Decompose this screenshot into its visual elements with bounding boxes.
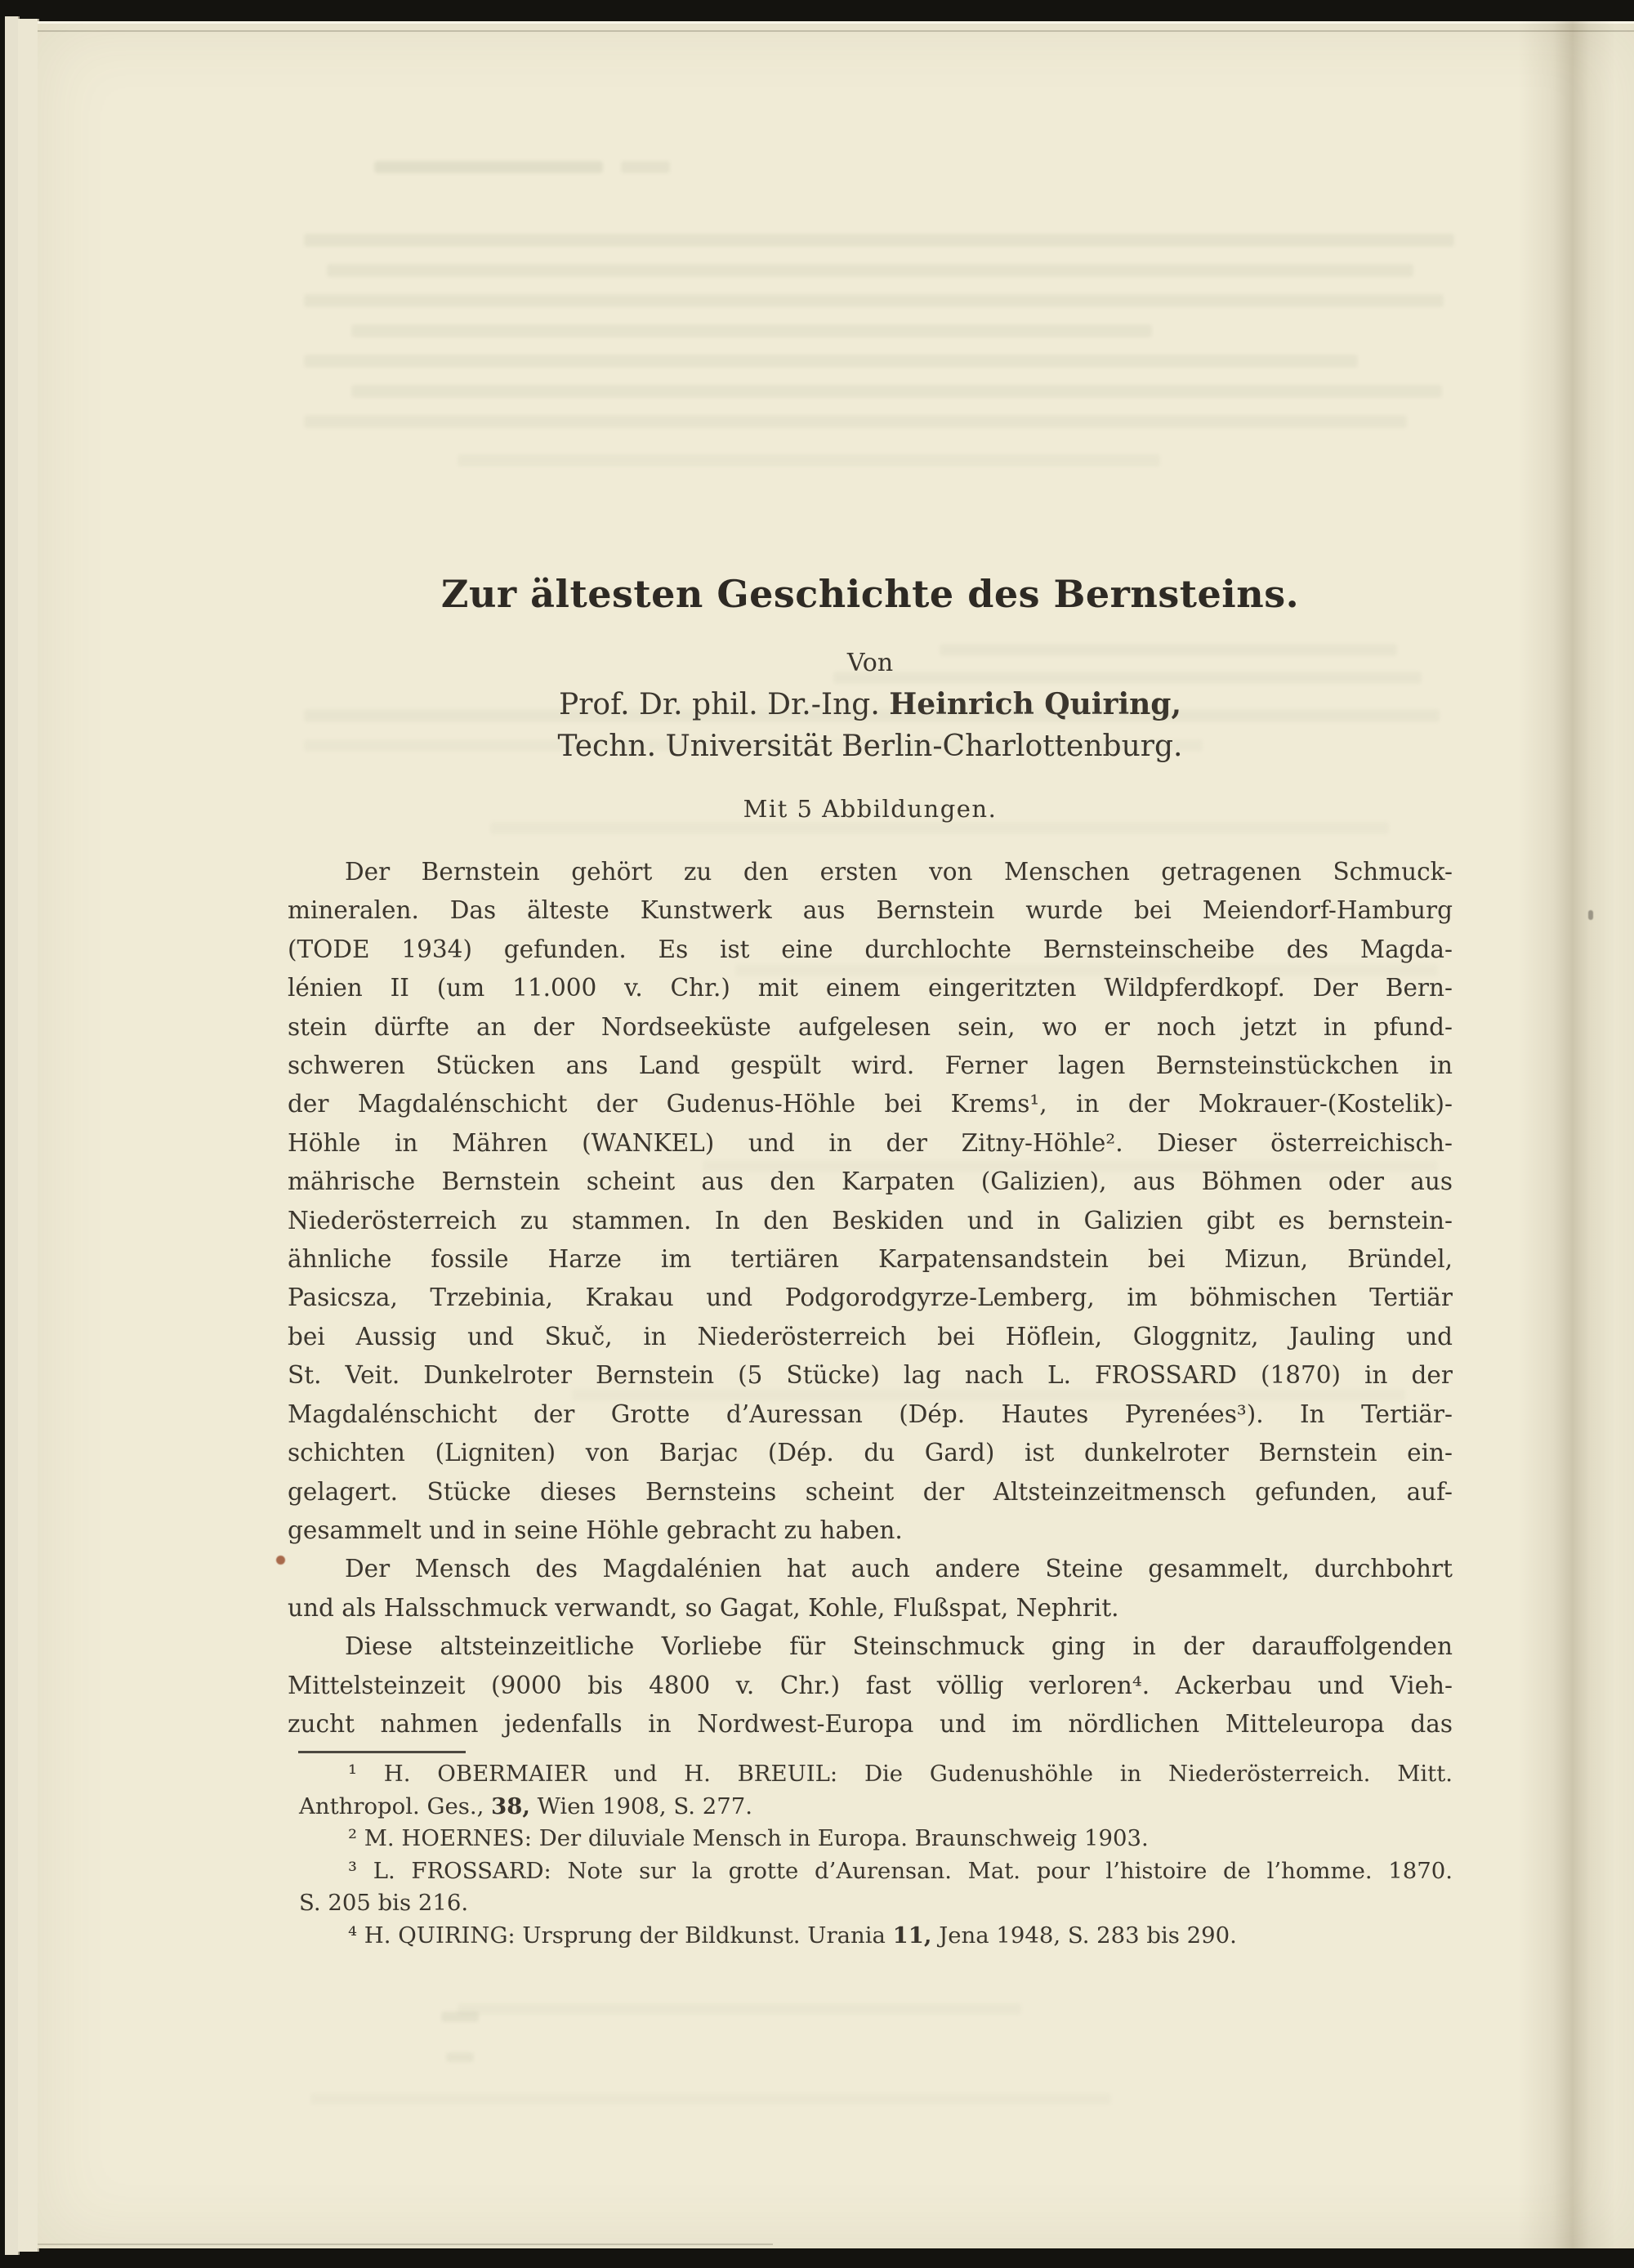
text-line: schichten (Ligniten) von Barjac (Dép. du Gard) ist dunkelroter Bernstein ein-	[288, 1439, 1453, 1467]
text-line: Der Mensch des Magdalénien hat auch andere Steine gesammelt, durchbohrt	[345, 1555, 1453, 1583]
bleedthrough-artifact	[310, 2093, 1111, 2105]
author-affiliation: Techn. Universität Berlin-Charlottenburg.	[557, 730, 1183, 763]
text-line: der Magdalénschicht der Gudenus-Höhle bei Krems¹, in der Mokrauer-(Kostelik)-	[288, 1090, 1453, 1118]
bleedthrough-artifact	[441, 2011, 479, 2022]
text-line: Magdalénschicht der Grotte d’Auressan (Dép. Hautes Pyrenées³). In Tertiär-	[288, 1400, 1453, 1428]
page-edge-line	[38, 2243, 773, 2245]
text-line: Der Bernstein gehört zu den ersten von Menschen getragenen Schmuck-	[345, 858, 1453, 886]
text-line: lénien II (um 11.000 v. Chr.) mit einem eingeritzten Wildpferdkopf. Der Bern-	[288, 974, 1453, 1002]
text-line: zucht nahmen jedenfalls in Nordwest-Europa und im nördlichen Mitteleuropa das	[288, 1709, 1453, 1738]
text-line: gesammelt und in seine Höhle gebracht zu haben.	[288, 1516, 903, 1544]
footnote-line: ³ L. FROSSARD: Note sur la grotte d’Aurensan. Mat. pour l’histoire de l’homme. 1870.	[348, 1857, 1453, 1884]
footnote-line: Anthropol. Ges., 38, Wien 1908, S. 277.	[299, 1793, 752, 1819]
text-line: gelagert. Stücke dieses Bernsteins scheint der Altsteinzeitmensch gefunden, auf-	[288, 1477, 1453, 1506]
page-stack-edge	[18, 19, 39, 2252]
paragraph	[288, 1550, 1453, 1627]
article-title: Zur ältesten Geschichte des Bernsteins.	[440, 572, 1300, 616]
page-edge-line	[38, 30, 1634, 32]
footnote-line: ² M. HOERNES: Der diluviale Mensch in Europa. Braunschweig 1903.	[348, 1825, 1149, 1852]
paragraph	[288, 1627, 1453, 1743]
ink-speck	[1588, 910, 1593, 920]
bleedthrough-artifact	[327, 264, 1413, 277]
text-line: mineralen. Das älteste Kunstwerk aus Bernstein wurde bei Meiendorf-Hamburg	[288, 896, 1453, 925]
byline: Von	[846, 649, 894, 677]
author-name: Heinrich Quiring,	[889, 687, 1182, 721]
text-line: ähnliche fossile Harze im tertiären Karpatensandstein bei Mizun, Bründel,	[288, 1245, 1453, 1274]
text-line: bei Aussig und Skuč, in Niederösterreich bei Höflein, Gloggnitz, Jauling und	[288, 1322, 1453, 1351]
text-line: stein dürfte an der Nordseeküste aufgelesen sein, wo er noch jetzt in pfund-	[288, 1012, 1453, 1041]
body-paragraphs	[288, 853, 1453, 1743]
bleedthrough-artifact	[446, 2052, 474, 2062]
text-line: Diese altsteinzeitliche Vorliebe für Steinschmuck ging in der darauffolgenden	[345, 1632, 1453, 1661]
footnote-line: S. 205 bis 216.	[299, 1890, 469, 1917]
text-line: St. Veit. Dunkelroter Bernstein (5 Stücke) lag nach L. FROSSARD (1870) in der	[288, 1361, 1453, 1390]
bleedthrough-artifact	[351, 324, 1152, 337]
bleedthrough-artifact	[490, 822, 1389, 834]
book-gutter-shadow	[1518, 21, 1634, 2248]
bleedthrough-artifact	[374, 161, 603, 173]
bleedthrough-artifact	[458, 2003, 1021, 2015]
footnote-line: ¹ H. OBERMAIER und H. BREUIL: Die Gudenushöhle in Niederösterreich. Mitt.	[348, 1761, 1453, 1787]
bleedthrough-artifact	[304, 234, 1454, 247]
bleedthrough-artifact	[458, 454, 1160, 467]
ink-speck	[276, 1556, 285, 1565]
footnotes	[299, 1758, 1453, 1953]
figures-note: Mit 5 Abbildungen.	[743, 795, 998, 823]
text-line: Mittelsteinzeit (9000 bis 4800 v. Chr.) fast völlig verloren⁴. Ackerbau und Vieh-	[288, 1671, 1453, 1699]
text-line: mährische Bernstein scheint aus den Karpaten (Galizien), aus Böhmen oder aus	[288, 1167, 1453, 1196]
bleedthrough-artifact	[304, 415, 1407, 428]
author-line	[288, 686, 1453, 723]
text-line: und als Halsschmuck verwandt, so Gagat, Kohle, Flußspat, Nephrit.	[288, 1593, 1119, 1622]
text-line: Niederösterreich zu stammen. In den Beskiden und in Galizien gibt es bernstein-	[288, 1206, 1453, 1234]
text-line: Höhle in Mähren (WANKEL) und in der Zitny-Höhle². Dieser österreichisch-	[288, 1128, 1453, 1157]
text-line: (TODE 1934) gefunden. Es ist eine durchlochte Bernsteinscheibe des Magda-	[288, 935, 1453, 963]
text-line: Pasicsza, Trzebinia, Krakau und Podgorodgyrze-Lemberg, im böhmischen Tertiär	[288, 1284, 1453, 1312]
paragraph	[288, 853, 1453, 1550]
bleedthrough-artifact	[351, 385, 1442, 398]
footnote-rule	[298, 1751, 466, 1753]
bleedthrough-artifact	[621, 161, 670, 173]
bleedthrough-artifact	[304, 355, 1358, 368]
text-line: schweren Stücken ans Land gespült wird. Ferner lagen Bernsteinstückchen in	[288, 1051, 1453, 1080]
footnote-line: ⁴ H. QUIRING: Ursprung der Bildkunst. Urania 11, Jena 1948, S. 283 bis 290.	[348, 1922, 1237, 1949]
author-titles: Prof. Dr. phil. Dr.-Ing.	[558, 688, 890, 721]
bleedthrough-artifact	[304, 294, 1444, 307]
